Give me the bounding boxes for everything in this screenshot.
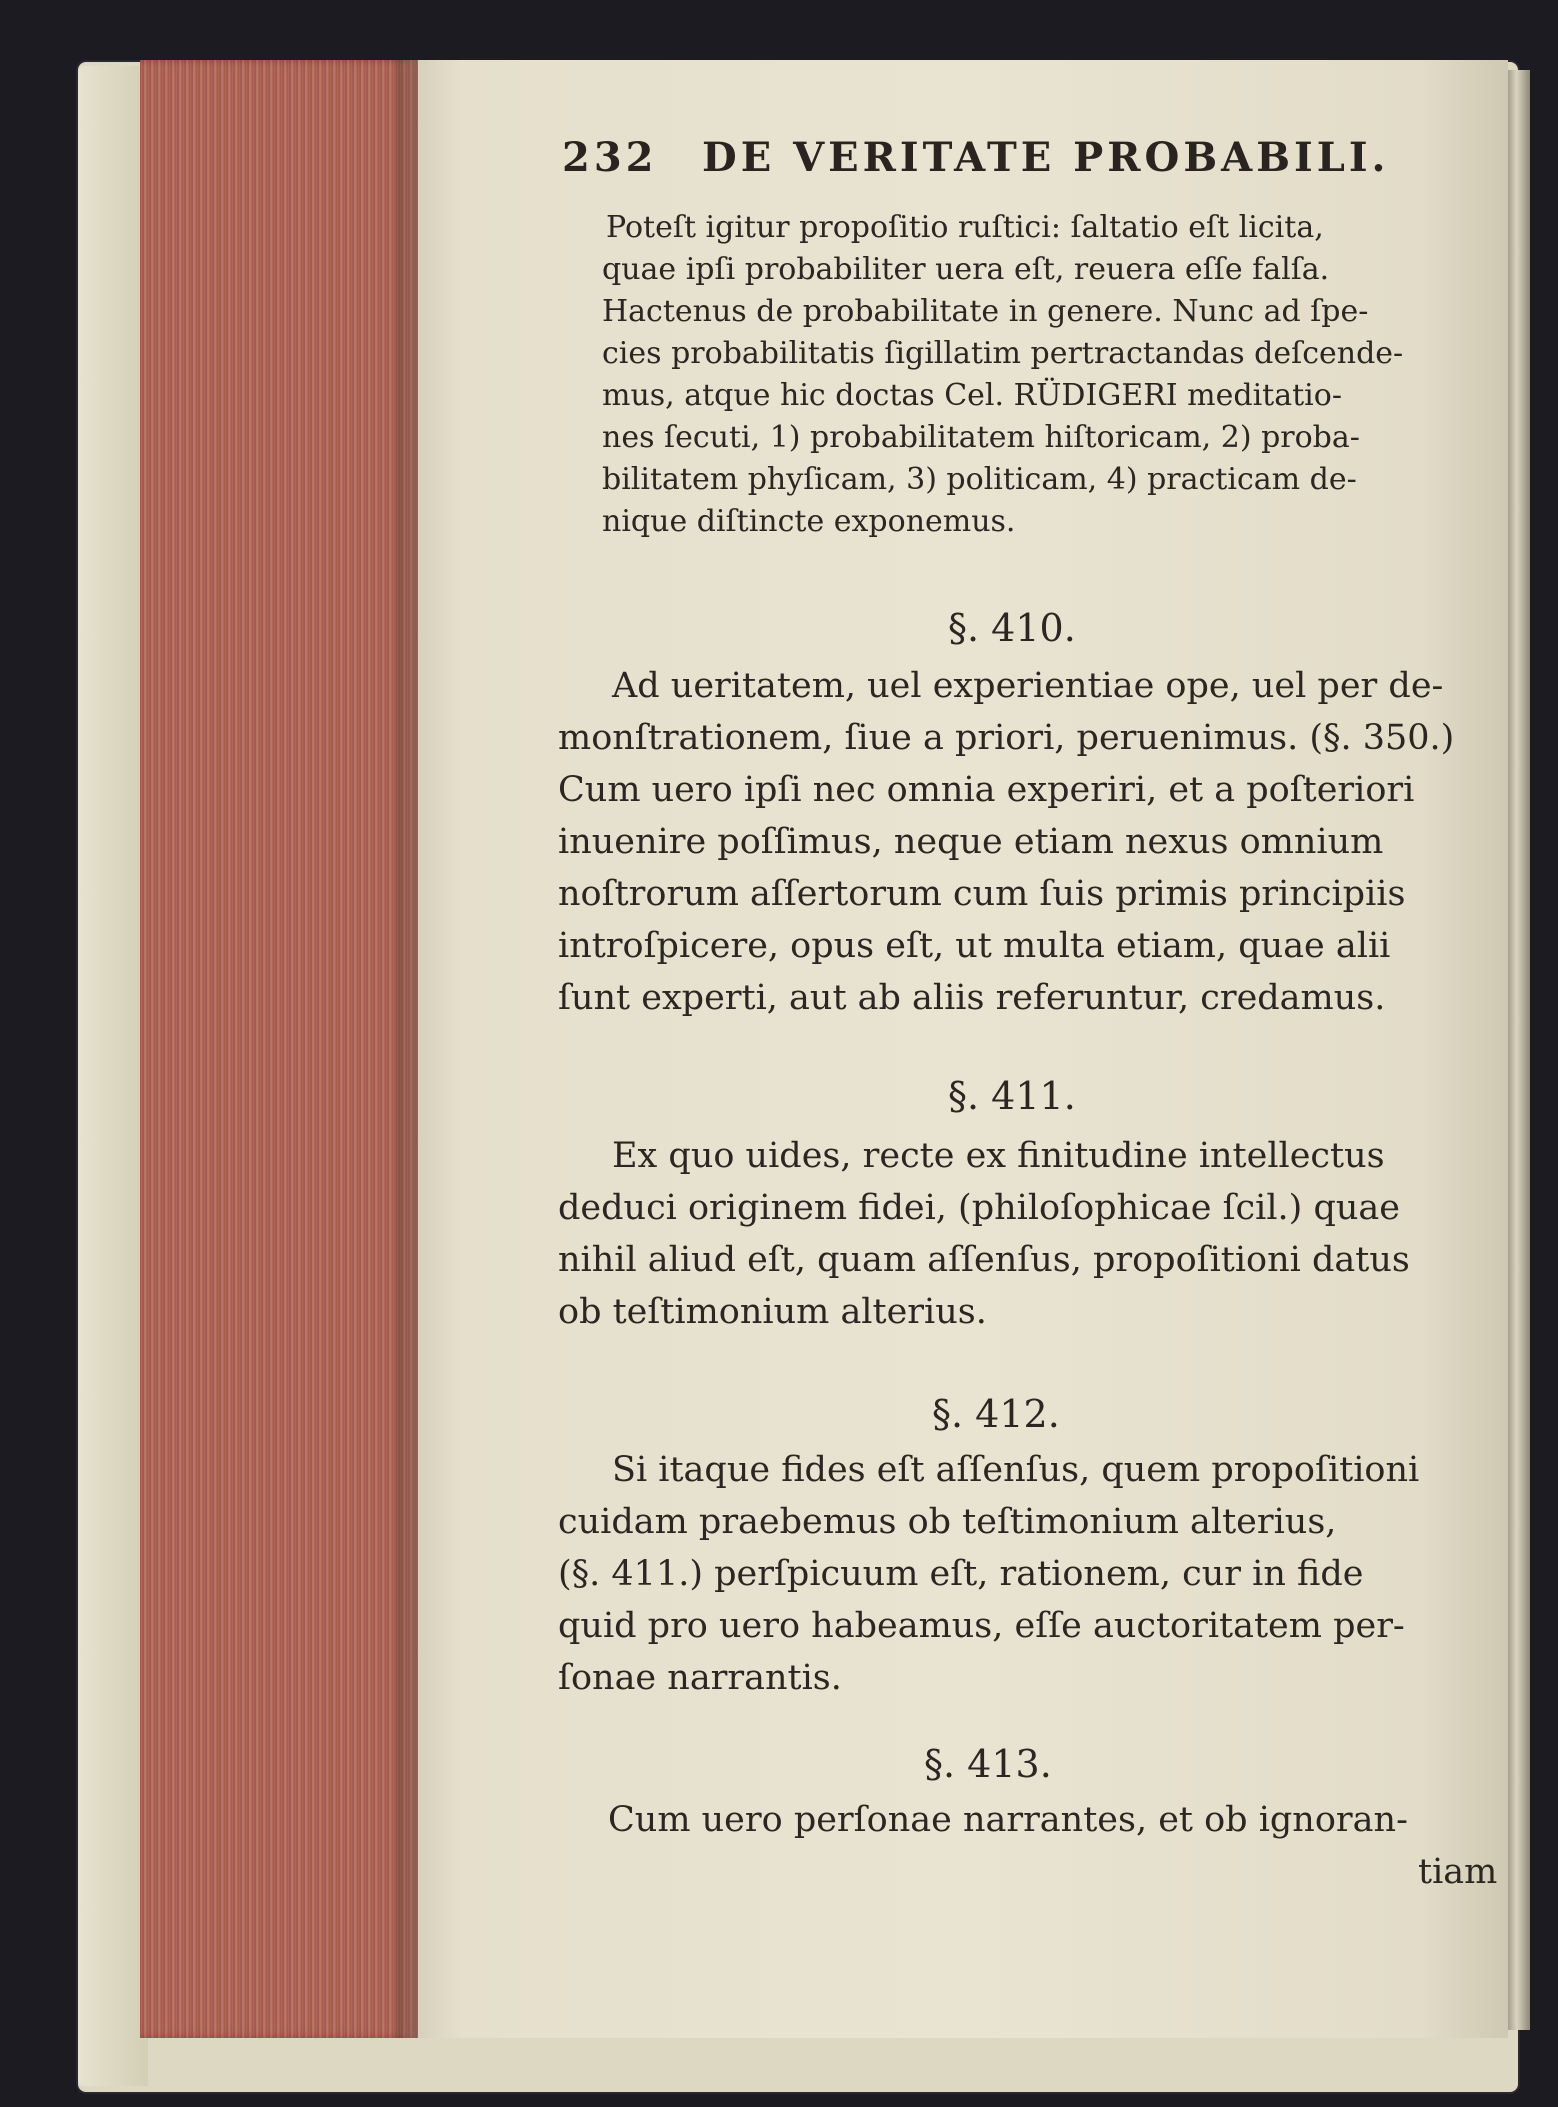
text-line: Ad ueritatem, uel experientiae ope, uel per de- bbox=[612, 666, 1444, 706]
running-title: DE VERITATE PROBABILI. bbox=[702, 134, 1390, 181]
text-line: nihil aliud eſt, quam aſſenſus, propoſitioni datus bbox=[558, 1240, 1410, 1280]
text-line: inuenire poſſimus, neque etiam nexus omnium bbox=[558, 822, 1384, 862]
cover-flap bbox=[78, 66, 148, 2086]
page-number: 232 bbox=[562, 134, 658, 181]
section-411-text bbox=[558, 1136, 1488, 1356]
section-heading-410: §. 410. bbox=[948, 606, 1076, 650]
text-line: Hactenus de probabilitate in genere. Nunc ad ſpe- bbox=[602, 294, 1369, 329]
text-line: ob teſtimonium alterius. bbox=[558, 1292, 987, 1332]
running-header bbox=[562, 134, 1402, 190]
text-line: mus, atque hic doctas Cel. RÜDIGERI meditatio- bbox=[602, 378, 1342, 413]
text-line: monſtrationem, ſiue a priori, peruenimus. (§. 350.) bbox=[558, 718, 1455, 758]
section-412-text bbox=[558, 1450, 1488, 1720]
text-line: quid pro uero habeamus, eſſe auctoritatem per- bbox=[558, 1606, 1405, 1646]
page-edges bbox=[140, 60, 418, 2038]
text-line: Si itaque fides eſt aſſenſus, quem propoſitioni bbox=[612, 1450, 1420, 1490]
text-line: (§. 411.) perſpicuum eſt, rationem, cur in fide bbox=[558, 1554, 1364, 1594]
text-line: Poteſt igitur propoſitio ruſtici: ſaltatio eſt licita, bbox=[606, 210, 1324, 245]
text-line: ſunt experti, aut ab aliis referuntur, credamus. bbox=[558, 978, 1386, 1018]
text-line: tiam bbox=[1418, 1852, 1498, 1892]
text-line: cies probabilitatis ſigillatim pertractandas deſcende- bbox=[602, 336, 1404, 371]
text-line: Ex quo uides, recte ex finitudine intellectus bbox=[612, 1136, 1385, 1176]
text-line: Cum uero perſonae narrantes, et ob ignoran- bbox=[608, 1800, 1408, 1840]
section-heading-412: §. 412. bbox=[932, 1392, 1060, 1436]
section-410-text bbox=[558, 666, 1488, 1026]
text-line: introſpicere, opus eſt, ut multa etiam, quae alii bbox=[558, 926, 1391, 966]
section-heading-413: §. 413. bbox=[924, 1742, 1052, 1786]
text-line: deduci originem fidei, (philoſophicae ſcil.) quae bbox=[558, 1188, 1400, 1228]
text-line: nes ſecuti, 1) probabilitatem hiſtoricam, 2) proba- bbox=[602, 420, 1360, 455]
text-line: quae ipſi probabiliter uera eſt, reuera eſſe falſa. bbox=[602, 252, 1330, 287]
text-line: cuidam praebemus ob teſtimonium alterius, bbox=[558, 1502, 1337, 1542]
text-line: bilitatem phyſicam, 3) politicam, 4) practicam de- bbox=[602, 462, 1357, 497]
text-line: ſonae narrantis. bbox=[558, 1658, 842, 1698]
section-heading-411: §. 411. bbox=[948, 1074, 1076, 1118]
text-line: noſtrorum aſſertorum cum ſuis primis principiis bbox=[558, 874, 1406, 914]
section-413-text bbox=[558, 1800, 1498, 1910]
facing-page-edge bbox=[1508, 70, 1530, 2030]
text-line: nique diſtincte exponemus. bbox=[602, 504, 1016, 539]
text-line: Cum uero ipſi nec omnia experiri, et a poſteriori bbox=[558, 770, 1415, 810]
